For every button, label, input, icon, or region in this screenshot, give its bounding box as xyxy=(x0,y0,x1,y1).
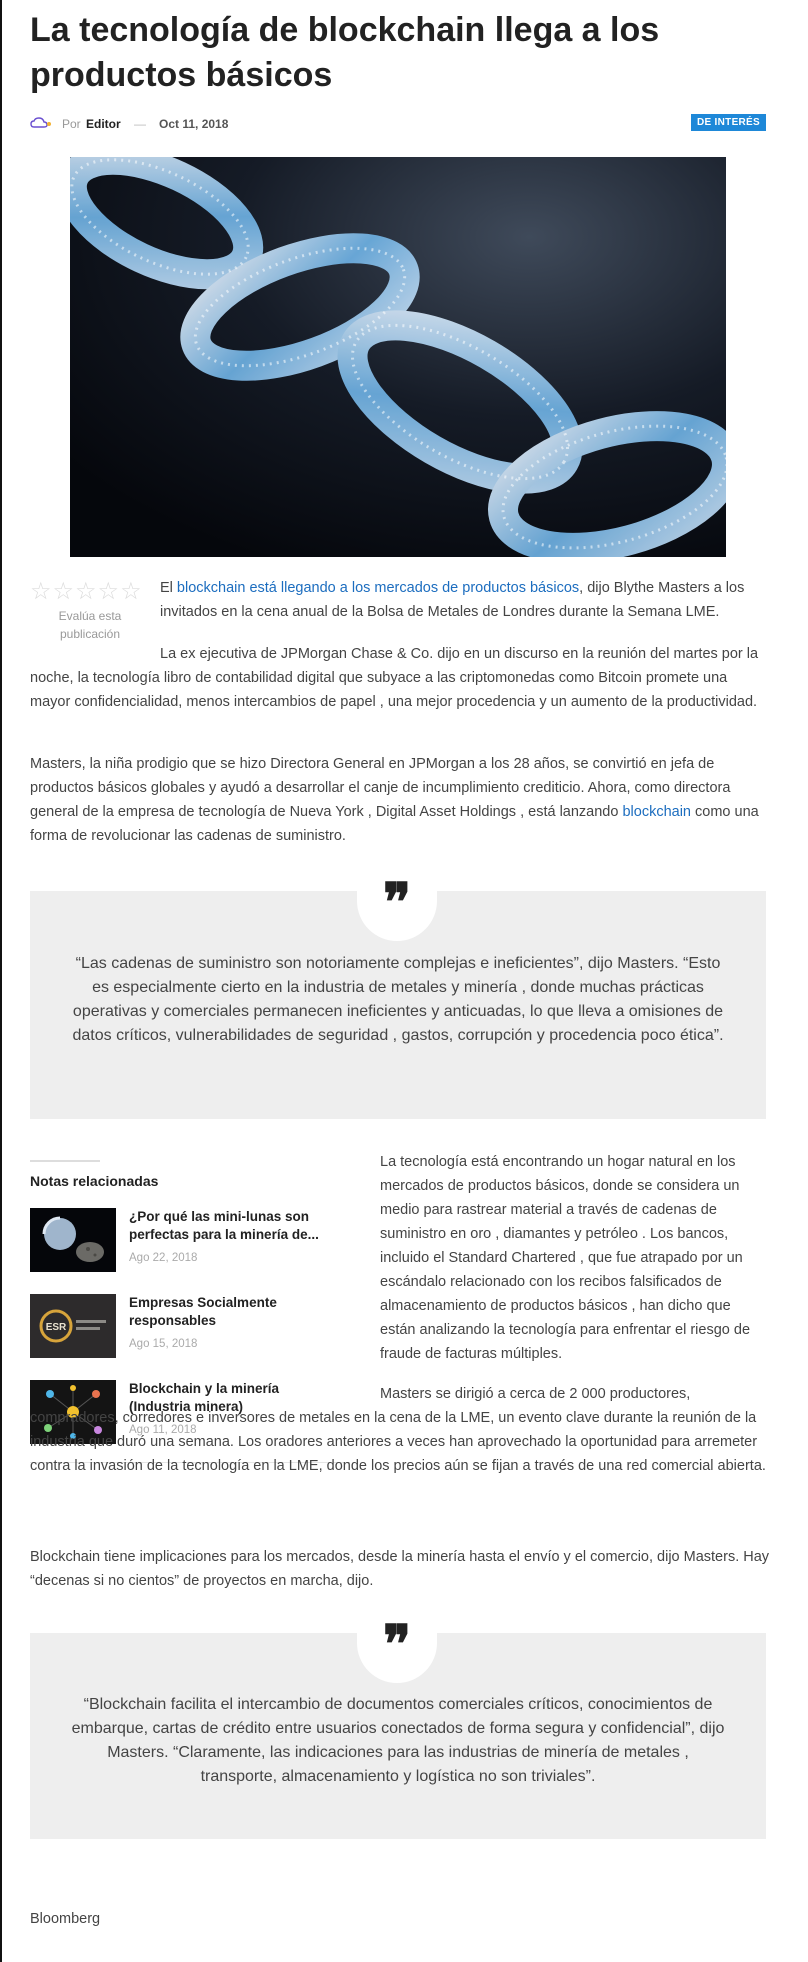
paragraph-masters-bio xyxy=(30,752,766,848)
star-icon[interactable]: ☆ xyxy=(52,578,75,605)
paragraph-jpmorgan: La ex ejecutiva de JPMorgan Chase & Co. dijo en un discurso en la reunión del martes por la noche, la tecnología libro de contabilidad digital que subyace a las criptomonedas como Bitcoin promete una mayor confidencialidad, menos intercambios de papel , una mejor procedencia y un aumento de la productividad. xyxy=(30,646,759,710)
intro-prefix: El xyxy=(160,580,177,596)
by-label: Por xyxy=(62,117,81,131)
meta-separator: — xyxy=(134,117,146,131)
moon-asteroid-thumbnail[interactable] xyxy=(30,1208,116,1272)
blockquote-documents xyxy=(30,1614,766,1839)
category-badge[interactable]: DE INTERÉS xyxy=(691,114,766,131)
esr-logo-thumbnail[interactable] xyxy=(30,1294,116,1358)
publish-date: Oct 11, 2018 xyxy=(159,117,229,131)
intro-suffix: , dijo Blythe Masters a los invitados en la cena anual de la Bolsa de Metales de Londres durante la Semana LME. xyxy=(160,580,745,620)
para3-suffix: como una forma de revolucionar las cadenas de suministro. xyxy=(30,804,759,844)
quote-badge xyxy=(357,873,437,941)
related-heading: Notas relacionadas xyxy=(30,1173,159,1189)
rating-label: Evalúa esta publicación xyxy=(58,609,122,641)
related-item[interactable] xyxy=(30,1208,350,1272)
author-link[interactable]: Editor xyxy=(86,117,121,131)
quote-text: “Blockchain facilita el intercambio de documentos comerciales críticos, conocimientos de embarque, cartas de crédito entre usuarios conectados de forma segura y confidencial”, dijo Masters. “Claramente, las indicaciones para las industrias de minería de metales , transporte, almacenamiento y logística no son triviales”. xyxy=(71,1696,725,1785)
related-divider xyxy=(30,1160,100,1162)
related-date: Ago 22, 2018 xyxy=(129,1252,198,1264)
related-title[interactable]: Blockchain y la minería (Industria minera) xyxy=(129,1381,280,1414)
paragraph-implications: Blockchain tiene implicaciones para los mercados, desde la minería hasta el envío y el comercio, dijo Masters. Hay “decenas si no cientos” de proyectos en marcha, dijo. xyxy=(30,1549,770,1589)
blockquote-supply-chains xyxy=(30,872,766,1119)
svg-text:ESR: ESR xyxy=(45,1322,67,1333)
related-item[interactable] xyxy=(30,1294,350,1358)
source-credit: Bloomberg xyxy=(30,1911,101,1927)
hero-image xyxy=(70,157,726,557)
article-meta xyxy=(30,114,766,134)
blockchain-markets-link[interactable]: blockchain está llegando a los mercados de productos básicos xyxy=(176,580,580,596)
blockchain-link[interactable]: blockchain xyxy=(622,804,691,820)
related-title[interactable]: Empresas Socialmente responsables xyxy=(129,1295,277,1328)
article-title: La tecnología de blockchain llega a los productos básicos xyxy=(30,11,660,94)
rating-widget xyxy=(30,580,150,643)
paragraph-lme-dinner: Masters se dirigió a cerca de 2 000 productores, compradores, corredores e inversores de metales en la cena de la LME, un evento clave durante la reunión de la industria que duró una semana. Los oradores anteriores a veces han aprovechado la oportunidad para arremeter contra la invasión de la tecnología en la LME, donde los precios aún se fijan a través de una red comercial abierta. xyxy=(30,1386,766,1474)
quote-text: “Las cadenas de suministro son notoriamente complejas e ineficientes”, dijo Masters. “Esto es especialmente cierto en la industria de metales y minería , donde muchas prácticas operativas y comerciales permanecen ineficientes y anticuadas, lo que lleva a omisiones de datos críticos, vulnerabilidades de seguridad , gastos, corrupción y procedencia poco ética”. xyxy=(72,955,724,1044)
left-border xyxy=(0,0,2,1962)
author-avatar-icon[interactable] xyxy=(30,116,52,130)
para3-prefix: Masters, la niña prodigio que se hizo Directora General en JPMorgan a los 28 años, se convirtió en jefa de productos básicos globales y ayudó a desarrollar el canje de incumplimiento crediticio. Ahora, como directora general de la empresa de tecnología de Nueva York , Digital Asset Holdings , está lanzando xyxy=(30,756,731,820)
intro-paragraph xyxy=(160,576,770,624)
star-icon[interactable]: ☆ xyxy=(97,578,120,605)
paragraph-commodities: La tecnología está encontrando un hogar natural en los mercados de productos básicos, donde se considera un medio para rastrear material a través de cadenas de suministro en oro , diamantes y petróleo . Los bancos, incluido el Standard Chartered , que fue atrapado por un escándalo relacionado con los recibos falsificados de almacenamiento de productos básicos , han dicho que están analizando la tecnología para enfrentar el riesgo de fraude de facturas múltiples. xyxy=(380,1154,751,1362)
star-icon[interactable]: ☆ xyxy=(30,578,52,605)
related-date: Ago 15, 2018 xyxy=(129,1338,198,1350)
related-title[interactable]: ¿Por qué las mini-lunas son perfectas para la minería de... xyxy=(129,1209,319,1242)
rating-stars[interactable] xyxy=(30,580,150,604)
quote-badge xyxy=(357,1615,437,1683)
quote-icon: ❞ xyxy=(383,1614,411,1675)
quote-icon: ❞ xyxy=(383,872,411,933)
related-date: Ago 11, 2018 xyxy=(129,1424,197,1436)
star-icon[interactable]: ☆ xyxy=(75,578,97,605)
star-icon[interactable]: ☆ xyxy=(120,578,142,605)
